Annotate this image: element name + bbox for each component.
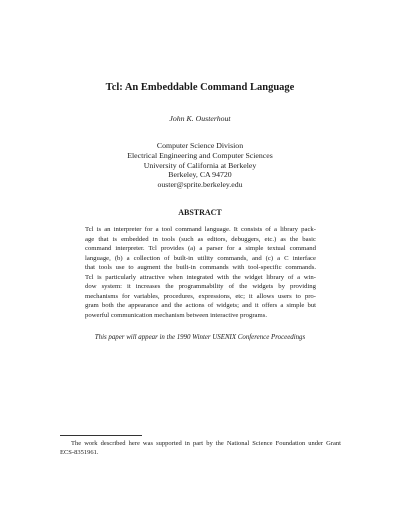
affiliation-division: Computer Science Division	[156, 141, 244, 150]
footnote-divider	[60, 435, 142, 436]
abstract-line: age that is embedded in tools (such as editors, debuggers, etc.) as the basic	[85, 235, 316, 243]
abstract-heading: ABSTRACT	[178, 208, 222, 217]
footnote-line: ECS-8351961.	[60, 449, 99, 456]
affiliation-address: Berkeley, CA 94720	[168, 170, 232, 180]
paper-title: Tcl: An Embeddable Command Language	[105, 82, 295, 93]
publication-notice: This paper will appear in the 1990 Winter USENIX Conference Proceedings	[94, 334, 306, 341]
affiliation-university: University of California at Berkeley	[143, 160, 257, 170]
abstract-line: command interpreter. Tcl provides (a) a parser for a simple textual command	[85, 245, 316, 253]
abstract-line: mechanisms for variables, procedures, expressions, etc; it allows users to pro-	[85, 292, 316, 300]
abstract-line: that tools use to augment the built-in commands with tool-specific commands.	[85, 264, 316, 272]
affiliation-email: ouster@sprite.berkeley.edu	[157, 180, 243, 190]
author-name: John K. Ousterhout	[169, 114, 231, 123]
affiliation-department: Electrical Engineering and Computer Sciences	[127, 150, 273, 160]
abstract-body	[85, 225, 316, 320]
abstract-line: gram both the appearance and the actions of widgets; and it offers a simple but	[85, 302, 316, 310]
footnote-line: The work described here was supported in part by the National Science Foundation under Grant	[71, 440, 341, 447]
author-affiliation	[0, 141, 400, 190]
abstract-line: Tcl is an interpreter for a tool command language. It consists of a library pack-	[85, 226, 316, 233]
abstract-line: dow system: it increases the programmability of the widgets by providing	[85, 283, 316, 291]
abstract-line: Tcl is particularly attractive when integrated with the widget library of a win-	[85, 273, 316, 281]
footnote	[60, 439, 341, 457]
abstract-line: powerful communication mechanism between interactive programs.	[85, 311, 267, 319]
abstract-line: language, (b) a collection of built-in utility commands, and (c) a C interface	[85, 254, 316, 262]
